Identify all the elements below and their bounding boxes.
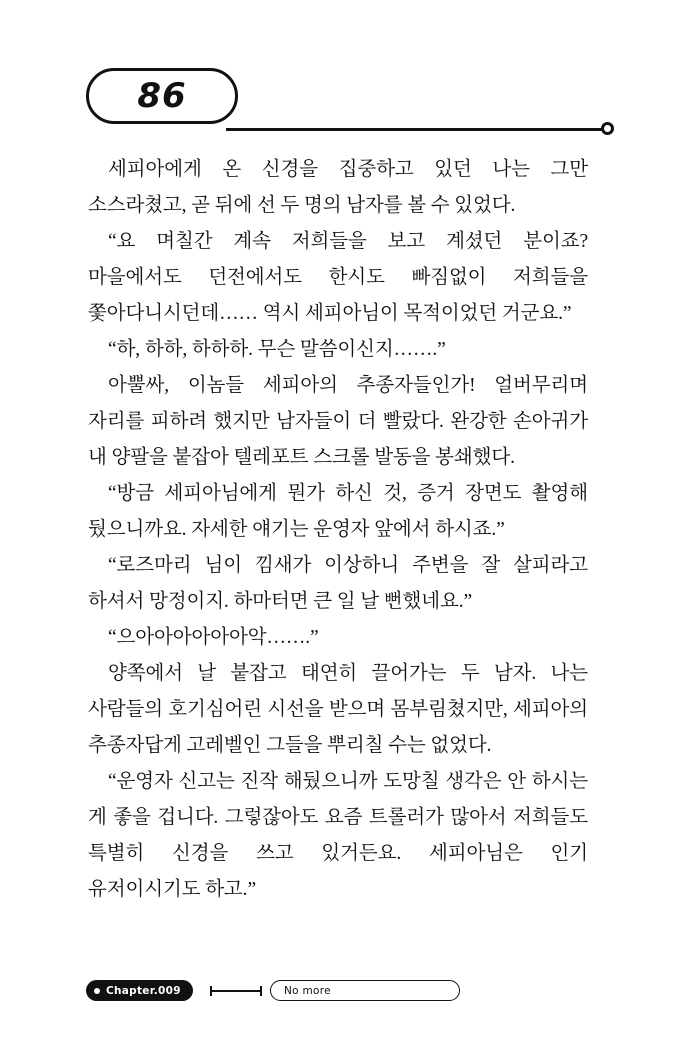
- header-end-dot-icon: [601, 122, 614, 135]
- paragraph: “요 며칠간 계속 저희들을 보고 계셨던 분이죠? 마을에서도 던전에서도 한시도 빠짐없이 저희들을 쫓아다니시던데…… 역시 세피아님이 목적이었던 거군요.”: [88, 231, 588, 324]
- footer-divider: [210, 990, 262, 992]
- paragraph: “하, 하하, 하하하. 무슨 말씀이신지…….”: [108, 339, 446, 360]
- chapter-label: Chapter.009: [106, 984, 181, 997]
- paragraph: “으아아아아아아악…….”: [108, 627, 319, 648]
- page-number: 86: [137, 76, 187, 116]
- footer-note-label: No more: [284, 984, 331, 997]
- paragraph: 양쪽에서 날 붙잡고 태연히 끌어가는 두 남자. 나는 사람들의 호기심어린 시선을 받으며 몸부림쳤지만, 세피아의 추종자답게 고레벨인 그들을 뿌리칠 수는 없었다.: [88, 663, 588, 756]
- footer-note-badge: [270, 980, 460, 1001]
- bullet-icon: [94, 988, 100, 994]
- paragraph: “운영자 신고는 진작 해뒀으니까 도망칠 생각은 안 하시는 게 좋을 겁니다. 그렇잖아도 요즘 트롤러가 많아서 저희들도 특별히 신경을 쓰고 있거든요. 세피아님은 인기 유저이시기도 하고.”: [88, 771, 588, 900]
- paragraph: 아뿔싸, 이놈들 세피아의 추종자들인가! 얼버무리며 자리를 피하려 했지만 남자들이 더 빨랐다. 완강한 손아귀가 내 양팔을 붙잡아 텔레포트 스크롤 발동을 봉쇄했다.: [88, 375, 588, 468]
- page-footer: [86, 980, 606, 1006]
- header-rule: [226, 128, 608, 131]
- paragraph: “방금 세피아님에게 뭔가 하신 것, 증거 장면도 촬영해 뒀으니까요. 자세한 얘기는 운영자 앞에서 하시죠.”: [88, 483, 588, 540]
- body-text: [88, 152, 588, 908]
- paragraph: 세피아에게 온 신경을 집중하고 있던 나는 그만 소스라쳤고, 곧 뒤에 선 두 명의 남자를 볼 수 있었다.: [88, 159, 588, 216]
- page-number-badge: [86, 68, 238, 124]
- chapter-badge: [86, 980, 193, 1001]
- page-header: [86, 68, 616, 138]
- paragraph: “로즈마리 님이 낌새가 이상하니 주변을 잘 살피라고 하셔서 망정이지. 하마터면 큰 일 날 뻔했네요.”: [88, 555, 588, 612]
